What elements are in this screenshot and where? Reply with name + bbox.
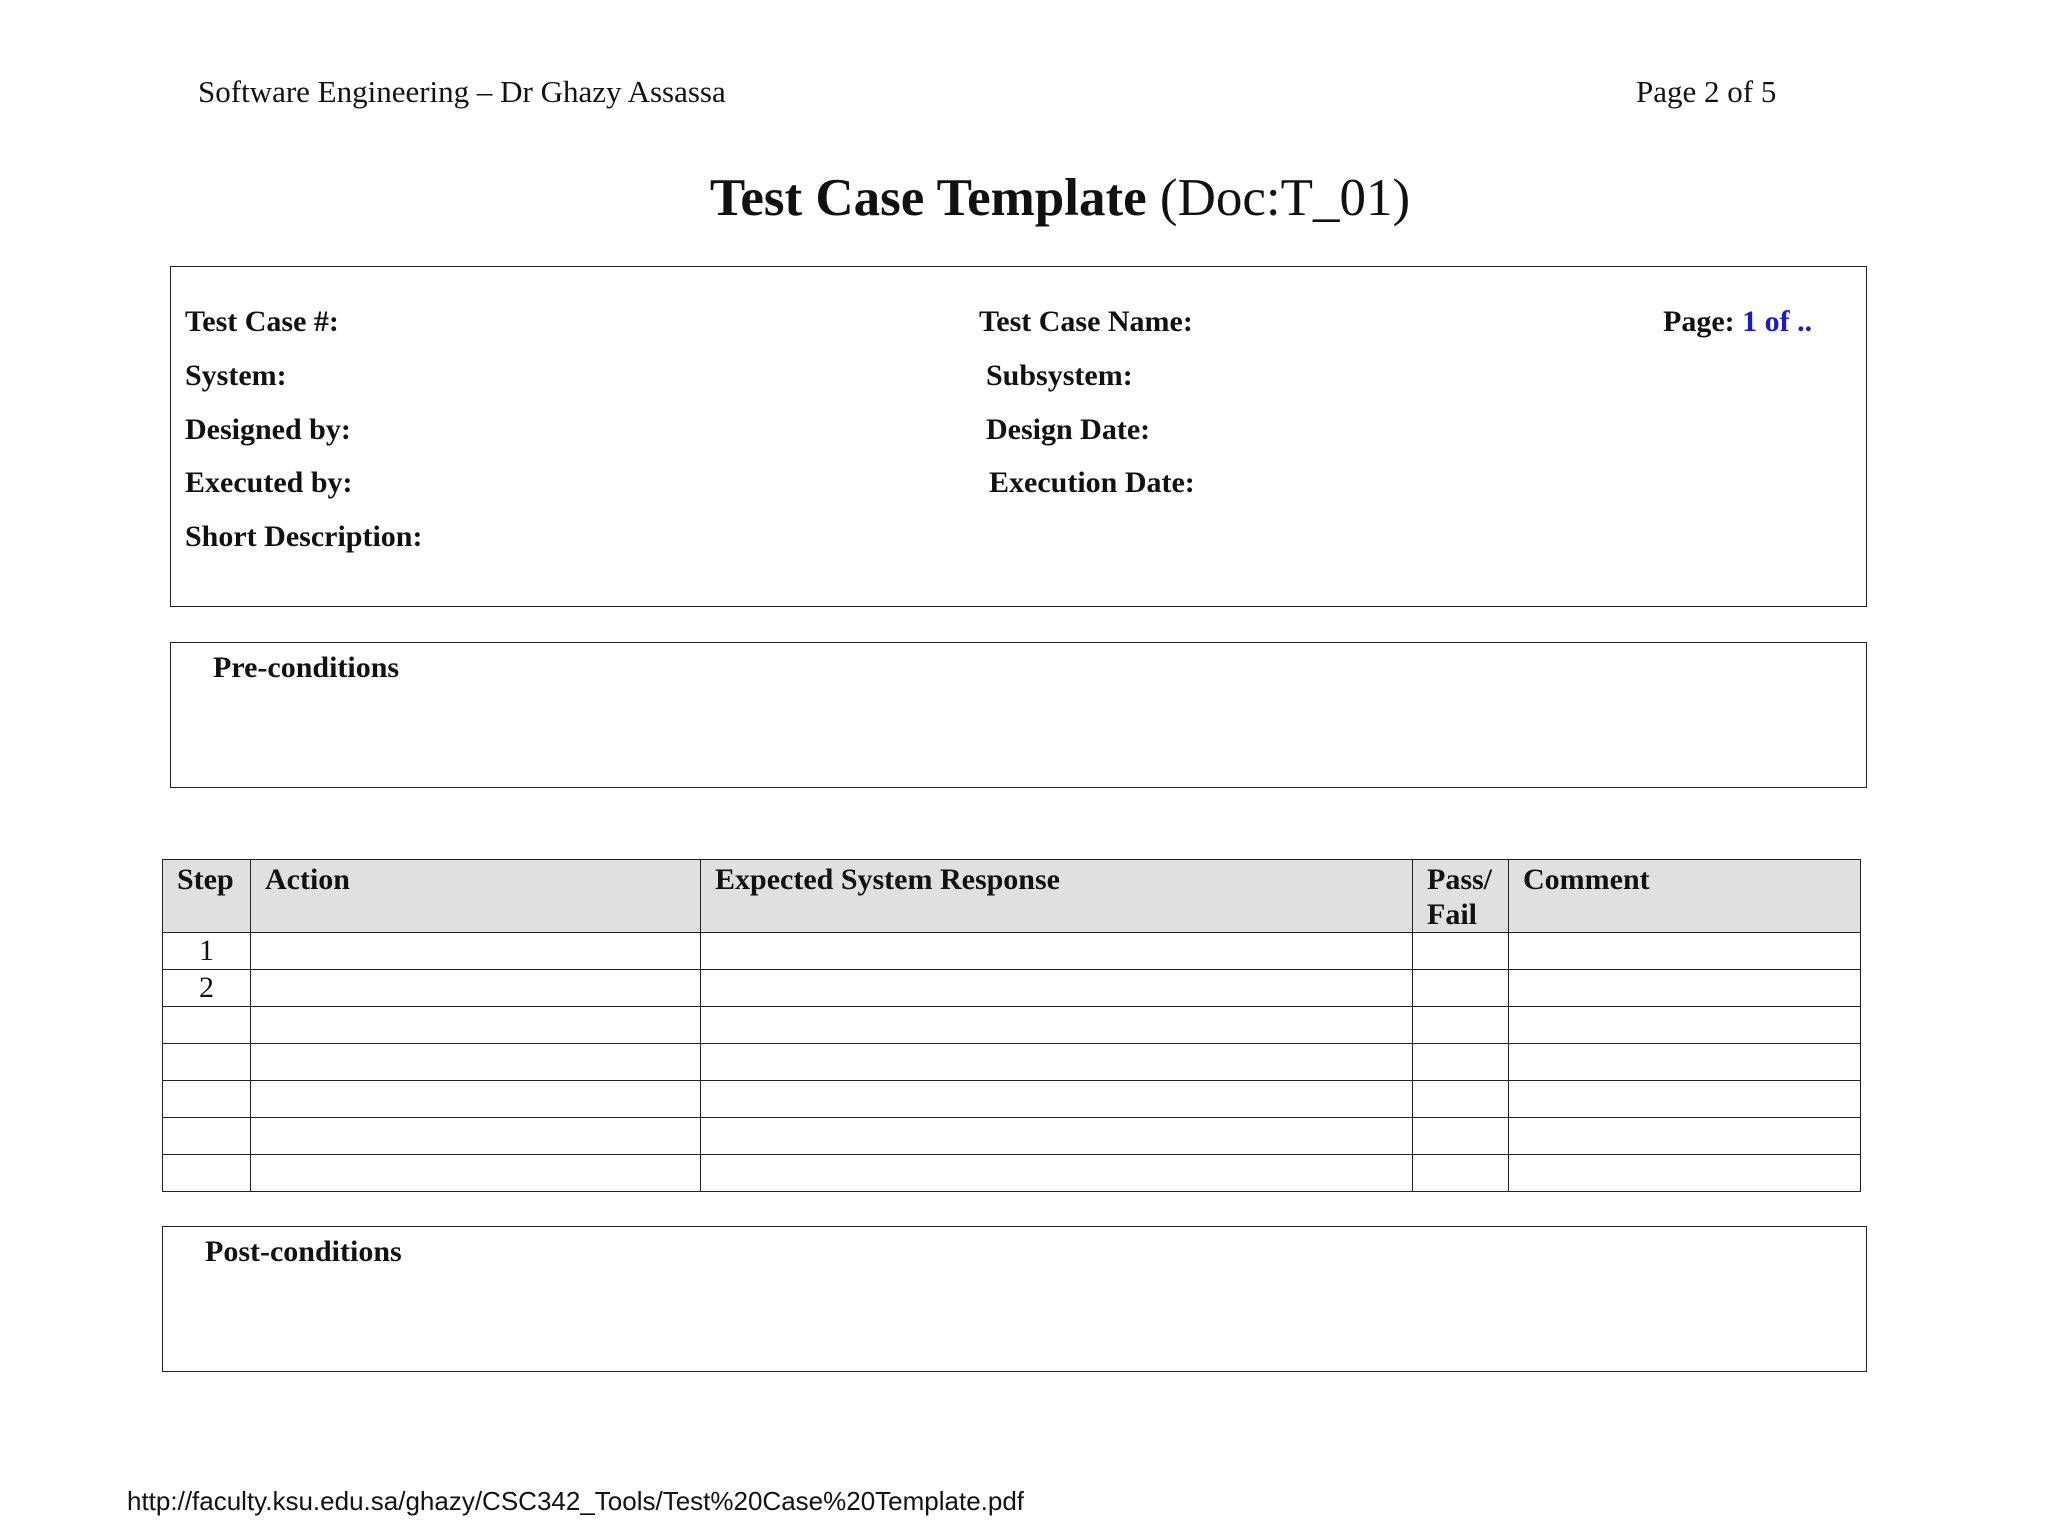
execution-date-label: Execution Date: — [989, 466, 1195, 499]
pass-fail-cell — [1413, 1081, 1509, 1118]
comment-cell — [1509, 1118, 1861, 1155]
comment-cell — [1509, 1155, 1861, 1192]
expected-response-cell — [701, 1007, 1413, 1044]
table-row — [163, 933, 1861, 970]
designed-by-label: Designed by: — [185, 413, 351, 446]
comment-cell — [1509, 933, 1861, 970]
page-counter — [1663, 305, 1812, 339]
column-header-step: Step — [163, 860, 251, 933]
action-cell — [251, 970, 701, 1007]
expected-response-cell — [701, 970, 1413, 1007]
design-date-label: Design Date: — [986, 413, 1151, 446]
step-cell: 1 — [163, 933, 251, 970]
column-header-pass-fail: Pass/ Fail — [1413, 860, 1509, 933]
column-header-action: Action — [251, 860, 701, 933]
preconditions-label: Pre-conditions — [213, 651, 400, 684]
running-header-page-number: Page 2 of 5 — [1636, 74, 1777, 109]
executed-by-label: Executed by: — [185, 466, 353, 499]
test-case-name-label: Test Case Name: — [979, 305, 1193, 338]
document-title-code: (Doc:T_01) — [1146, 169, 1411, 227]
comment-cell — [1509, 1007, 1861, 1044]
document-title — [0, 168, 2048, 228]
comment-cell — [1509, 970, 1861, 1007]
step-cell — [163, 1007, 251, 1044]
subsystem-label: Subsystem: — [986, 359, 1133, 392]
pass-fail-cell — [1413, 933, 1509, 970]
table-row — [163, 1044, 1861, 1081]
table-row — [163, 1007, 1861, 1044]
expected-response-cell — [701, 1118, 1413, 1155]
step-cell — [163, 1118, 251, 1155]
page-counter-value: 1 of .. — [1742, 305, 1813, 338]
step-cell — [163, 1044, 251, 1081]
pass-fail-cell — [1413, 1007, 1509, 1044]
postconditions-box — [162, 1226, 1867, 1372]
pass-fail-cell — [1413, 1155, 1509, 1192]
test-case-info-box — [170, 266, 1867, 607]
column-header-comment: Comment — [1509, 860, 1861, 933]
pass-fail-cell — [1413, 1118, 1509, 1155]
comment-cell — [1509, 1081, 1861, 1118]
source-url: http://faculty.ksu.edu.sa/ghazy/CSC342_Tools/Test%20Case%20Template.pdf — [127, 1486, 1025, 1516]
postconditions-label: Post-conditions — [205, 1235, 402, 1268]
action-cell — [251, 933, 701, 970]
step-cell: 2 — [163, 970, 251, 1007]
table-row — [163, 970, 1861, 1007]
action-cell — [251, 1118, 701, 1155]
pass-fail-cell — [1413, 970, 1509, 1007]
page-counter-label: Page: — [1663, 305, 1743, 338]
running-header-course: Software Engineering – Dr Ghazy Assassa — [198, 74, 726, 109]
expected-response-cell — [701, 933, 1413, 970]
table-row — [163, 1081, 1861, 1118]
document-title-main: Test Case Template — [709, 169, 1147, 227]
column-header-expected-response: Expected System Response — [701, 860, 1413, 933]
expected-response-cell — [701, 1081, 1413, 1118]
pass-fail-cell — [1413, 1044, 1509, 1081]
action-cell — [251, 1081, 701, 1118]
step-cell — [163, 1081, 251, 1118]
system-label: System: — [185, 359, 287, 392]
preconditions-box — [170, 642, 1867, 788]
table-row — [163, 1155, 1861, 1192]
expected-response-cell — [701, 1155, 1413, 1192]
action-cell — [251, 1155, 701, 1192]
table-header-row — [163, 860, 1861, 933]
test-steps-table — [162, 859, 1861, 1192]
table-row — [163, 1118, 1861, 1155]
test-case-number-label: Test Case #: — [185, 305, 339, 338]
action-cell — [251, 1007, 701, 1044]
expected-response-cell — [701, 1044, 1413, 1081]
short-description-label: Short Description: — [185, 520, 423, 553]
action-cell — [251, 1044, 701, 1081]
comment-cell — [1509, 1044, 1861, 1081]
step-cell — [163, 1155, 251, 1192]
